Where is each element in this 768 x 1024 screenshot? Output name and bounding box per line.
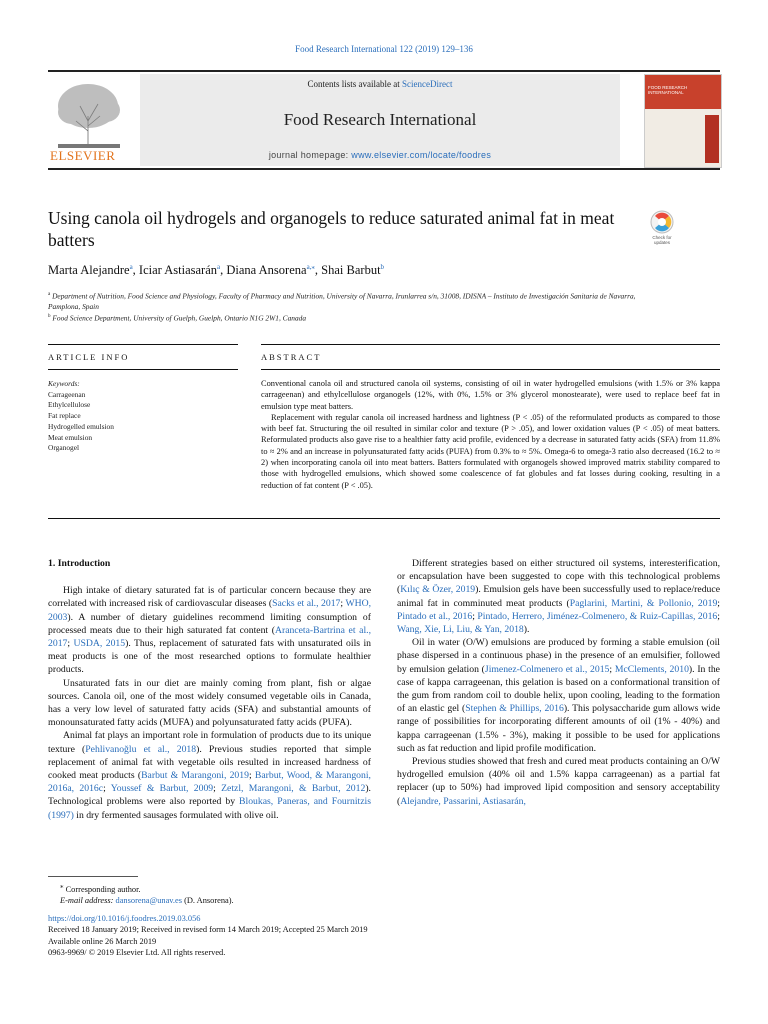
body-text: ). In the case of kappa carrageenan, this gelation is based on a conformational transition of the gum from random coil to double helix, upon cooling, leading to the formation of an elastic gel ( <box>397 663 720 715</box>
body-text: in dry fermented sausages formulated with olive oil. <box>73 809 279 821</box>
body-text: Animal fat plays an important role in formulation of products due to its unique texture ( <box>48 730 371 755</box>
body-paragraph <box>397 557 720 636</box>
abstract-paragraph: Conventional canola oil and structured canola oil systems, consisting of oil in water hydrogelled emulsions (with 1.5% or 3% kappa carrageenan) and ethylcellulose organogels (12%, with 0%, 1.5% or 3% glycerol monostearate), were used to replace beef fat in emulsion type meat batters. <box>261 379 720 411</box>
email-line <box>48 895 448 906</box>
sciencedirect-link[interactable]: ScienceDirect <box>402 79 453 89</box>
journal-homepage-link[interactable]: www.elsevier.com/locate/foodres <box>351 150 492 160</box>
author-name[interactable]: Diana Ansorena <box>226 263 307 278</box>
citation-link[interactable]: Pehlivanoğlu et al., 2018 <box>85 743 197 755</box>
body-text: ). <box>523 624 530 636</box>
body-text: Oil in water (O/W) emulsions are produced by forming a stable emulsion (oil phase dispersed in a continuous phase) in the presence of an emulsifier, followed by emulsion gelation ( <box>397 637 720 675</box>
author-name[interactable]: Marta Alejandre <box>48 263 130 278</box>
citation-link[interactable]: Stephen & Phillips, 2016 <box>465 703 564 715</box>
received-dates: Received 18 January 2019; Received in revised form 14 March 2019; Accepted 25 March 2019 <box>48 925 368 935</box>
author-affiliation-mark[interactable]: a,⁎ <box>306 263 315 271</box>
body-text: ; <box>67 638 74 650</box>
body-text: ; <box>609 663 615 675</box>
body-text: Previous studies showed that fresh and cured meat products containing an O/W hydrogelled emulsion (40% oil and 1.5% kappa carrageenan) as a partial fat replacer (up to 50%) had improved lipid composition and sensory acceptability ( <box>397 756 720 807</box>
copyright: 0963-9969/ © 2019 Elsevier Ltd. All rights reserved. <box>48 947 226 957</box>
citation-link[interactable]: USDA, 2015 <box>73 638 126 650</box>
body-text: ; <box>248 770 255 782</box>
body-paragraph <box>397 636 720 755</box>
abstract-paragraph: Replacement with regular canola oil increased hardness and lightness (P < .05) of the reformulated products as compared to those with beef fat. Structuring the oil resulted in similar color and texture (P > .05), and lower oxidation values (P < .05) of meat batters. Reformulated products also gave rise to a healthier fatty acid profile, evidenced by a decrease in saturated fatty acids (SFA) from 11.8% to ≈ 2% and an increase in polyunsaturated fatty acids (PUFA) from 0.3% to ≈ 5%. Omega-6 to omega-3 ratio also decreased (16.2 to ≈ 2) when incorporating canola oil into meat batters. Batters formulated with organogels showed improved matrix stability compared to those with hydrogelled emulsions, which showed some coalescence of fat globules and fat losses during cooking, resulting in a reduction of fat content (P < .05). <box>261 412 720 490</box>
contents-prefix: Contents lists available at <box>307 79 402 89</box>
author-affiliation-mark[interactable]: b <box>380 263 385 271</box>
footnotes <box>48 881 448 906</box>
publication-info <box>48 913 648 958</box>
affiliation-mark: b <box>48 314 51 320</box>
online-date: Available online 26 March 2019 <box>48 936 157 946</box>
journal-name: Food Research International <box>283 110 477 129</box>
citation-link[interactable]: Alejandre, Passarini, Astiasarán, <box>400 795 526 807</box>
keywords-heading: Keywords: <box>48 379 80 388</box>
body-text: High intake of dietary saturated fat is of particular concern because they are correlated with increased risk of cardiovascular diseases ( <box>48 585 371 610</box>
article-info-heading: ARTICLE INFO <box>48 352 130 362</box>
divider <box>48 168 720 170</box>
email-label: E-mail address: <box>60 896 114 906</box>
affiliation <box>48 290 648 312</box>
affiliation-text: Department of Nutrition, Food Science and Physiology, Faculty of Pharmacy and Nutrition, University of Navarra, Irunlarrea s/n, 31008, IDISNA – Instituto de Investigación Sanitaria de Navarra, Pamplona, Spain <box>48 291 636 311</box>
citation-link[interactable]: Zetzl, Marangoni, & Barbut, 2012 <box>221 783 366 795</box>
citation-link[interactable]: Wang, Xie, Li, Liu, & Yan, 2018 <box>397 624 524 636</box>
body-text: ). A number of dietary guidelines recommend limiting consumption of processed meats due to their high saturated fat content ( <box>48 611 371 636</box>
body-paragraph <box>397 755 720 808</box>
publisher-name: ELSEVIER <box>50 148 116 163</box>
cover-title: FOOD RESEARCH INTERNATIONAL <box>648 85 688 96</box>
body-column-right <box>397 557 720 808</box>
crossmark-icon <box>644 210 680 236</box>
crossmark-label: Check for updates <box>652 235 672 245</box>
body-text: ; <box>717 610 720 622</box>
body-text: ). Technological problems were also reported by <box>48 783 371 808</box>
affiliation <box>48 312 648 324</box>
body-text: Different strategies based on either structured oil systems, interesterification, or encapsulation have been suggested to cope with this technological problems ( <box>397 558 720 596</box>
divider <box>48 70 720 72</box>
body-text: ). This polysaccharide gum allows wide range of possibilities for incorporating different amounts of oil (1% - 40%) and kappa carrageenan (1.5% - 3%), making it possible to be used for applications such as fat reduction and lipid profile modification. <box>397 703 720 754</box>
divider <box>48 344 238 345</box>
body-text: ; <box>213 783 222 795</box>
citation-link[interactable]: Youssef & Barbut, 2009 <box>110 783 214 795</box>
author-affiliation-mark[interactable]: a <box>217 263 221 271</box>
email-link[interactable]: dansorena@unav.es <box>115 896 182 906</box>
divider <box>261 369 720 370</box>
divider <box>261 344 720 345</box>
crossmark-badge[interactable] <box>644 210 680 254</box>
corresponding-label: Corresponding author. <box>65 884 141 894</box>
journal-citation-link[interactable]: Food Research International 122 (2019) 129–136 <box>295 44 473 54</box>
citation-link[interactable]: Jimenez-Colmenero et al., 2015 <box>484 663 610 675</box>
citation-link[interactable]: Sacks et al., 2017 <box>272 598 341 610</box>
divider <box>48 369 238 370</box>
body-paragraph <box>48 729 371 821</box>
keyword: Meat emulsion <box>48 432 93 442</box>
abstract-heading: ABSTRACT <box>261 352 322 362</box>
corresponding-note <box>48 881 448 895</box>
body-text: ; <box>103 783 111 795</box>
author-list <box>48 263 384 278</box>
keyword: Ethylcellulose <box>48 400 91 410</box>
contents-line <box>140 79 620 89</box>
author-separator: , <box>132 263 139 278</box>
citation-link[interactable]: Pintado, Herrero, Jiménez-Colmenero, & Ruiz-Capillas, 2016 <box>477 610 718 622</box>
citation-link[interactable]: Kılıç & Özer, 2019 <box>400 584 476 596</box>
author-name[interactable]: Shai Barbut <box>321 263 381 278</box>
citation-link[interactable]: WHO, 2003 <box>48 598 371 623</box>
body-text: Unsaturated fats in our diet are mainly coming from plant, fish or algae sources. Canola oil, one of the most widely consumed vegetable oils in Canada, has a very low level of saturated fatty acids (SFA) and substantial amounts of monounsaturated fatty acids (MUFA) and polyunsaturated fatty acids (PUFA). <box>48 677 371 729</box>
citation-link[interactable]: Barbut & Marangoni, 2019 <box>141 770 249 782</box>
keyword: Organogel <box>48 443 80 453</box>
citation-link[interactable]: Barbut, Wood, & Marangoni, 2016a, 2016c <box>48 770 371 795</box>
body-text: ; <box>472 610 478 622</box>
keyword: Carrageenan <box>48 389 86 399</box>
affiliation-text: Food Science Department, University of Guelph, Guelph, Ontario N1G 2W1, Canada <box>52 313 307 323</box>
citation-link[interactable]: Aranceta-Bartrina et al., 2017 <box>48 624 371 650</box>
body-text: ). Previous studies reported that simple replacement of animal fat with vegetable oils resulted in increased hardness of cooked meat products ( <box>48 743 372 782</box>
cover-stripe <box>705 115 719 163</box>
affiliation-mark: a <box>48 292 51 297</box>
body-text: ). Emulsion gels have been successfully used to replace/reduce animal fat in comminuted meat products ( <box>397 584 720 609</box>
keywords-list <box>48 390 238 454</box>
journal-cover-thumbnail[interactable] <box>644 74 722 168</box>
footnote-divider <box>48 876 138 877</box>
body-paragraph <box>48 584 371 676</box>
abstract-text <box>261 378 720 491</box>
body-text: ). Thus, replacement of saturated fats with unsaturated oils in meat products is one of the most researched options to formulate healthier products. <box>48 638 371 676</box>
author-affiliation-mark[interactable]: a <box>129 263 133 271</box>
author-name[interactable]: Iciar Astiasarán <box>138 263 218 278</box>
keywords-block <box>48 379 238 454</box>
homepage-line <box>140 150 620 160</box>
journal-banner <box>48 70 720 170</box>
body-text: ; <box>340 598 346 610</box>
body-text: ; <box>717 597 720 609</box>
citation-link[interactable]: McClements, 2010 <box>614 663 689 675</box>
doi-link[interactable]: https://doi.org/10.1016/j.foodres.2019.03.056 <box>48 914 201 923</box>
email-suffix: (D. Ansorena). <box>182 896 234 906</box>
keyword: Hydrogelled emulsion <box>48 421 114 431</box>
citation-link[interactable]: Bloukas, Paneras, and Fournitzis (1997) <box>48 796 371 821</box>
affiliations <box>48 290 648 324</box>
citation-link[interactable]: Paglarini, Martini, & Pollonio, 2019 <box>569 597 718 609</box>
section-heading: 1. Introduction <box>48 558 111 569</box>
divider <box>48 518 720 519</box>
corresponding-mark: ⁎ <box>60 882 64 890</box>
author-separator: , <box>314 263 322 278</box>
citation-link[interactable]: Pintado et al., 2016 <box>397 610 473 622</box>
journal-banner-center <box>140 74 620 166</box>
body-paragraph <box>48 677 371 730</box>
keyword: Fat replace <box>48 411 81 421</box>
body-column-left <box>48 557 371 822</box>
article-title: Using canola oil hydrogels and organogels to reduce saturated animal fat in meat batters <box>48 208 615 250</box>
homepage-prefix: journal homepage: <box>268 150 352 160</box>
author-separator: , <box>220 263 227 278</box>
